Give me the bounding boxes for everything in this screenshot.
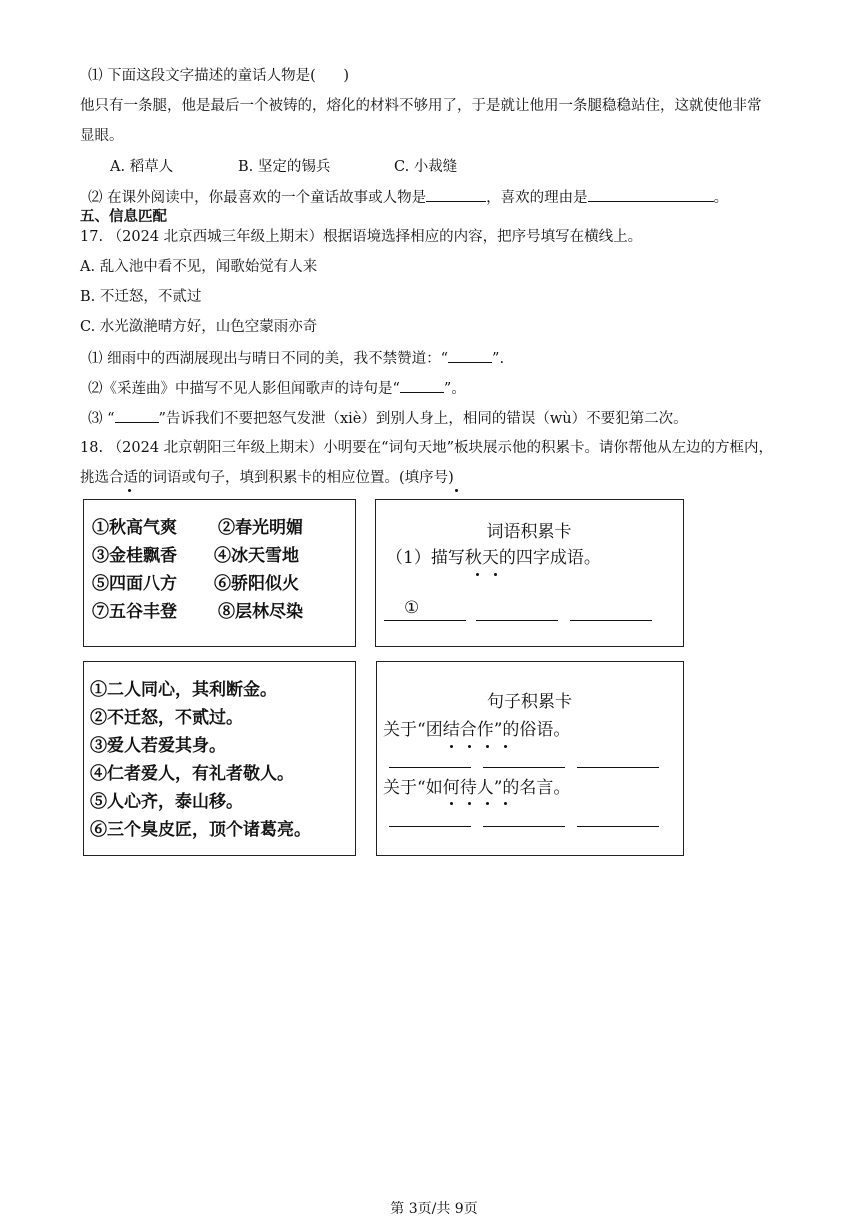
q16-passage-line2: 显眼。: [80, 128, 124, 144]
emphasis-dot: [450, 745, 453, 748]
word-options-box: [83, 499, 356, 647]
q17-sub2: ⑵《采莲曲》中描写不见人影但闻歌声的诗句是“ ”。: [88, 378, 466, 399]
sentence-option: ④仁者爱人，有礼者敬人。: [90, 764, 294, 784]
word-answer-blank-1[interactable]: [384, 620, 466, 621]
quote-answer-blank-2[interactable]: [483, 826, 565, 827]
word-option: ⑥骄阳似火: [214, 574, 299, 594]
q17-sub2-blank[interactable]: [400, 378, 444, 393]
q16-option-a: A. 稻草人: [110, 159, 174, 175]
q16-sub1-prompt: ⑴ 下面这段文字描述的童话人物是( ): [88, 68, 350, 84]
saying-answer-blank-1[interactable]: [389, 767, 471, 768]
q17-option-a: A. 乱入池中看不见，闻歌始觉有人来: [80, 259, 318, 275]
q16-option-c: C. 小裁缝: [394, 159, 458, 175]
q17-option-c: C. 水光潋滟晴方好，山色空蒙雨亦奇: [80, 319, 318, 335]
word-card-prompt: （1）描写秋天的四字成语。: [386, 548, 601, 568]
q17-sub1-blank[interactable]: [448, 348, 492, 363]
reason-blank[interactable]: [588, 187, 714, 202]
emphasis-dot: [504, 802, 507, 805]
quote-answer-blank-1[interactable]: [389, 826, 471, 827]
emphasis-dot: [486, 802, 489, 805]
emphasis-dot: [455, 489, 458, 492]
sentence-option: ③爱人若爱其身。: [90, 736, 226, 756]
sentence-card-prompt2: 关于“如何待人”的名言。: [383, 778, 571, 798]
quote-answer-blank-3[interactable]: [577, 826, 659, 827]
emphasis-dot: [468, 745, 471, 748]
word-answer-blank-3[interactable]: [570, 620, 652, 621]
sentence-options-box: [83, 661, 356, 856]
q16-passage-line1: 他只有一条腿，他是最后一个被铸的，熔化的材料不够用了，于是就让他用一条腿稳稳站住，这就使他非常: [80, 98, 762, 114]
emphasis-dot: [476, 573, 479, 576]
q17-stem: 17. （2024 北京西城三年级上期末）根据语境选择相应的内容，把序号填写在横线上。: [80, 229, 643, 245]
word-option: ①秋高气爽: [92, 518, 177, 538]
emphasis-dot: [450, 802, 453, 805]
word-option: ⑦五谷丰登: [92, 602, 177, 622]
q17-sub3: ⑶ “ ”告诉我们不要把怒气发泄（xiè）到别人身上，相同的错误（wù）不要犯第二次。: [88, 408, 688, 429]
word-card-example: ①: [404, 598, 420, 618]
emphasis-dot: [468, 802, 471, 805]
q18-stem-line1: 18. （2024 北京朝阳三年级上期末）小明要在“词句天地”板块展示他的积累卡。请你帮他从左边的方框内，: [80, 440, 774, 456]
page-footer: 第 3页/共 9页: [390, 1201, 478, 1217]
word-answer-blank-2[interactable]: [476, 620, 558, 621]
word-option: ④冰天雪地: [214, 546, 299, 566]
q17-sub3-blank[interactable]: [115, 408, 159, 423]
emphasis-dot: [128, 489, 131, 492]
sentence-card-prompt1: 关于“团结合作”的俗语。: [383, 720, 571, 740]
emphasis-dot: [494, 573, 497, 576]
q16-option-b: B. 坚定的锡兵: [238, 159, 331, 175]
word-card-title: 词语积累卡: [486, 522, 572, 542]
sentence-option: ⑤人心齐，泰山移。: [90, 792, 243, 812]
word-card: [375, 499, 684, 647]
emphasis-dot: [486, 745, 489, 748]
sentence-card: [376, 661, 684, 856]
section-title: 五、信息匹配: [80, 209, 167, 225]
word-option: ③金桂飘香: [92, 546, 177, 566]
emphasis-dot: [504, 745, 507, 748]
sentence-card-title: 句子积累卡: [487, 692, 572, 712]
q17-sub1: ⑴ 细雨中的西湖展现出与晴日不同的美，我不禁赞道：“ ”.: [88, 348, 504, 369]
q17-option-b: B. 不迁怒，不贰过: [80, 289, 202, 305]
sentence-option: ①二人同心，其利断金。: [90, 680, 277, 700]
q18-stem-line2: 挑选合适的词语或句子，填到积累卡的相应位置。(填序号): [80, 470, 454, 486]
q16-sub2-prompt: ⑵ 在课外阅读中，你最喜欢的一个童话故事或人物是 ，喜欢的理由是 。: [88, 187, 728, 208]
saying-answer-blank-3[interactable]: [577, 767, 659, 768]
saying-answer-blank-2[interactable]: [483, 767, 565, 768]
word-option: ⑤四面八方: [92, 574, 177, 594]
word-option: ②春光明媚: [218, 518, 303, 538]
favorite-story-blank[interactable]: [426, 187, 486, 202]
sentence-option: ⑥三个臭皮匠，顶个诸葛亮。: [90, 820, 311, 840]
word-option: ⑧层林尽染: [218, 602, 303, 622]
sentence-option: ②不迁怒，不贰过。: [90, 708, 243, 728]
